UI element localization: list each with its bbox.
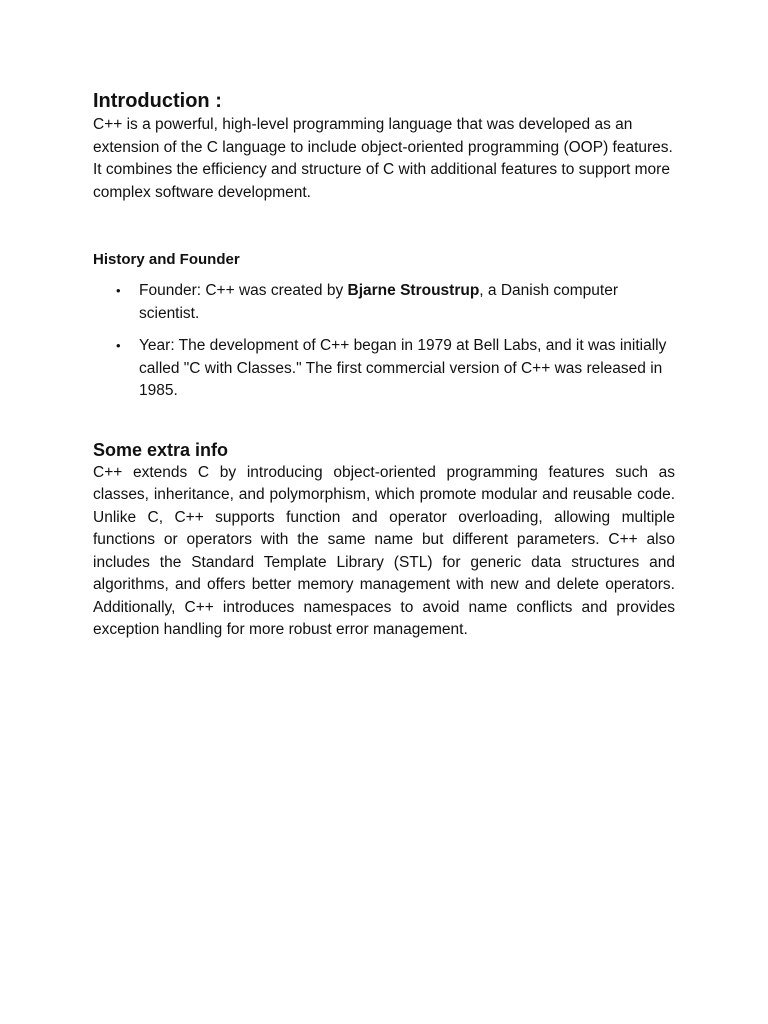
founder-suffix: , a Danish computer scientist. (139, 282, 618, 322)
extra-paragraph: C++ extends C by introducing object-oriented programming features such as classes, inheritance, and polymorphism, which promote modular and reusable code. Unlike C, C++ supports function and operator overloading, allowing multiple functions or operators with the same name but different parameters. C++ also includes the Standard Template Library (STL) for generic data structures and algorithms, and offers better memory management with new and delete operators. Additionally, C++ introduces namespaces to avoid name conflicts and provides exception handling for more robust error management. (93, 463, 675, 638)
extra-heading: Some extra info (93, 439, 229, 460)
document-content (93, 88, 675, 642)
history-item-founder (116, 280, 675, 325)
history-list (93, 280, 675, 403)
intro-paragraph: C++ is a powerful, high-level programming language that was developed as an extension of the C language to include object-oriented programming (OOP) features. It combines the efficiency and structure of C with additional features to support more complex software development. (93, 116, 673, 201)
bullet-icon: • (116, 338, 121, 353)
founder-prefix: Founder: C++ was created by (139, 282, 348, 299)
history-item-year (116, 335, 675, 403)
intro-title: Introduction : (93, 90, 222, 112)
founder-name: Bjarne Stroustrup (347, 282, 480, 299)
bullet-icon: • (116, 283, 121, 298)
history-heading: History and Founder (93, 251, 240, 268)
year-text: Year: The development of C++ began in 1979 at Bell Labs, and it was initially called "C with Classes." The first commercial version of C++ was released in 1985. (139, 337, 667, 399)
